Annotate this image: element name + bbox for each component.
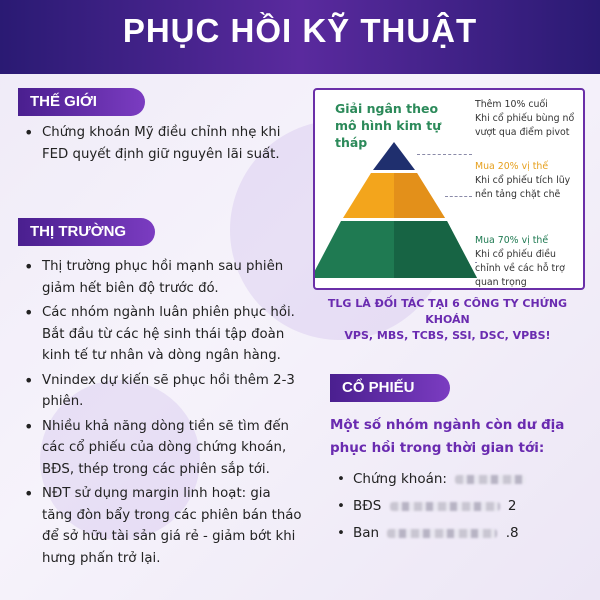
the-gioi-list xyxy=(20,122,282,168)
partner-note xyxy=(305,296,590,344)
item-prefix: Chứng khoán: xyxy=(353,471,447,487)
partner-line: TLG LÀ ĐỐI TÁC TẠI 6 CÔNG TY CHỨNG KHOÁN xyxy=(327,297,568,326)
co-phieu-list xyxy=(335,466,529,547)
co-phieu-intro: Một số nhóm ngành còn dư địa phục hồi trong thời gian tới: xyxy=(330,417,565,456)
pyramid-tier-top xyxy=(373,142,415,170)
item-suffix: .8 xyxy=(505,525,519,541)
pyramid-level-label: Mua 70% vị thế xyxy=(475,235,549,246)
item-prefix: BĐS xyxy=(353,498,382,514)
section-tag-co-phieu: CỔ PHIẾU xyxy=(330,374,450,402)
redacted-text xyxy=(387,529,497,538)
pyramid-infographic xyxy=(313,88,585,290)
pyramid-tier-bottom-shade xyxy=(394,221,477,278)
list-item: • Chứng khoán Mỹ điều chỉnh nhẹ khi FED quyết định giữ nguyên lãi suất. xyxy=(20,122,282,165)
pyramid-connector xyxy=(417,154,472,155)
pyramid-level-label: Thêm 10% cuối xyxy=(475,99,548,110)
pyramid-note-middle xyxy=(475,160,575,202)
pyramid-connector xyxy=(445,196,472,197)
pyramid-level-label: Mua 20% vị thế xyxy=(475,161,549,172)
pyramid-tier-middle-shade xyxy=(394,173,445,218)
list-item xyxy=(335,466,529,493)
pyramid-level-desc: Khi cổ phiếu bùng nổ vượt qua điểm pivot xyxy=(475,113,575,138)
pyramid-note-bottom xyxy=(475,234,575,290)
list-item: • Các nhóm ngành luân phiên phục hồi. Bắt đầu từ các hệ sinh thái tập đoàn kinh tế tư nhân và dòng ngân hàng. xyxy=(20,302,305,367)
page-title: PHỤC HỒI KỸ THUẬT xyxy=(122,12,478,49)
list-item: • Thị trường phục hồi mạnh sau phiên giảm hết biên độ trước đó. xyxy=(20,256,305,299)
list-item xyxy=(335,520,529,547)
pyramid-level-desc: Khi cổ phiếu tích lũy nền tảng chặt chẽ xyxy=(475,175,571,200)
partner-line: VPS, MBS, TCBS, SSI, DSC, VPBS! xyxy=(344,329,551,342)
redacted-text xyxy=(455,475,525,484)
item-prefix: Ban xyxy=(353,525,380,541)
pyramid-note-top xyxy=(475,98,575,140)
item-suffix: 2 xyxy=(507,498,517,514)
pyramid-title: Giải ngân theo mô hình kim tự tháp xyxy=(335,101,442,150)
redacted-text xyxy=(390,502,500,511)
list-item: • Nhiều khả năng dòng tiền sẽ tìm đến các cổ phiếu của dòng chứng khoán, BĐS, thép trong các phiên sắp tới. xyxy=(20,416,305,481)
header-banner xyxy=(0,0,600,74)
section-tag-the-gioi: THẾ GIỚI xyxy=(18,88,145,116)
thi-truong-list xyxy=(20,256,305,572)
list-item xyxy=(335,493,529,520)
section-tag-thi-truong: THỊ TRƯỜNG xyxy=(18,218,155,246)
pyramid-level-desc: Khi cổ phiếu điều chỉnh về các hỗ trợ quan trọng xyxy=(475,249,565,288)
list-item: • Vnindex dự kiến sẽ phục hồi thêm 2-3 phiên. xyxy=(20,370,305,413)
list-item: • NĐT sử dụng margin linh hoạt: gia tăng đòn bẩy trong các phiên bán tháo để sở hữu tài sản giá rẻ - giảm bớt khi hưng phấn trở lại. xyxy=(20,483,305,569)
